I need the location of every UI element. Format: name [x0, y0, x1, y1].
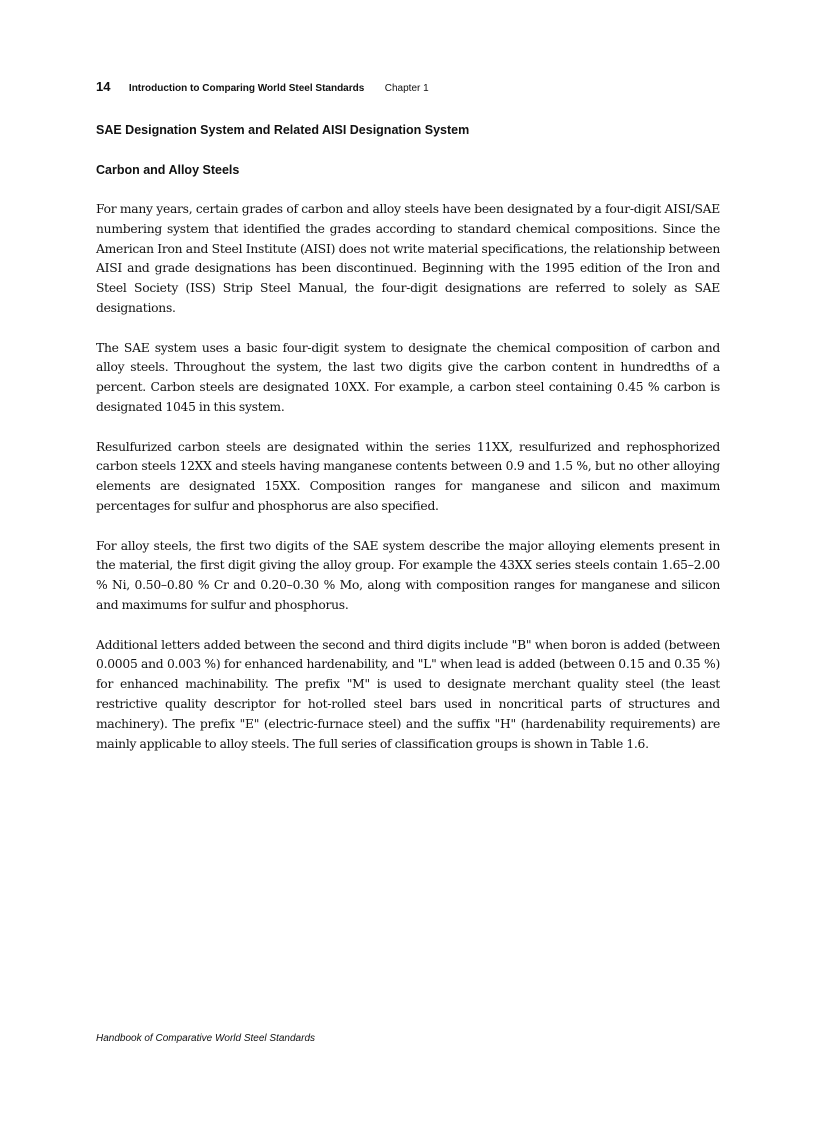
body-text	[96, 200, 720, 774]
page-number: 14	[96, 79, 111, 94]
paragraph: The SAE system uses a basic four-digit system to designate the chemical composition of carbon and alloy steels. Throughout the system, the last two digits give the carbon content in hundredths of a percent. Carbon steels are designated 10XX. For example, a carbon steel containing 0.45 % carbon is designated 1045 in this system.	[96, 340, 720, 414]
running-book-title: Introduction to Comparing World Steel Standards	[128, 83, 365, 94]
paragraph: Additional letters added between the second and third digits include "B" when boron is added (between 0.0005 and 0.003 %) for enhanced hardenability, and "L" when lead is added (between 0.15 and 0.35 %) for enhanced machinability. The prefix "M" is used to designate merchant quality steel (the least restrictive quality descriptor for hot-rolled steel bars used in noncritical parts of structures and machinery). The prefix "E" (electric-furnace steel) and the suffix "H" (hardenability requirements) are mainly applicable to alloy steels. The full series of classification groups is shown in Table 1.6.	[96, 637, 720, 751]
paragraph: For many years, certain grades of carbon and alloy steels have been designated by a four-digit AISI/SAE numbering system that identified the grades according to standard chemical compositions. Since the American Iron and Steel Institute (AISI) does not write material specifications, the relationship between AISI and grade designations has been discontinued. Beginning with the 1995 edition of the Iron and Steel Society (ISS) Strip Steel Manual, the four-digit designations are referred to solely as SAE designations.	[96, 202, 720, 315]
sub-heading: Carbon and Alloy Steels	[96, 163, 240, 177]
section-heading: SAE Designation System and Related AISI Designation System	[96, 123, 470, 137]
paragraph: For alloy steels, the first two digits of the SAE system describe the major alloying elements present in the material, the first digit giving the alloy group. For example the 43XX series steels contain 1.65–2.00 % Ni, 0.50–0.80 % Cr and 0.20–0.30 % Mo, along with composition ranges for manganese and silicon and maximums for sulfur and phosphorus.	[96, 538, 720, 612]
chapter-label: Chapter 1	[384, 83, 429, 94]
paragraph: Resulfurized carbon steels are designated within the series 11XX, resulfurized and rephosphorized carbon steels 12XX and steels having manganese contents between 0.9 and 1.5 %, but no other alloying elements are designated 15XX. Composition ranges for manganese and silicon and maximum percentages for sulfur and phosphorus are also specified.	[96, 439, 720, 513]
page-header	[96, 78, 429, 96]
page-footer: Handbook of Comparative World Steel Standards	[96, 1033, 316, 1044]
